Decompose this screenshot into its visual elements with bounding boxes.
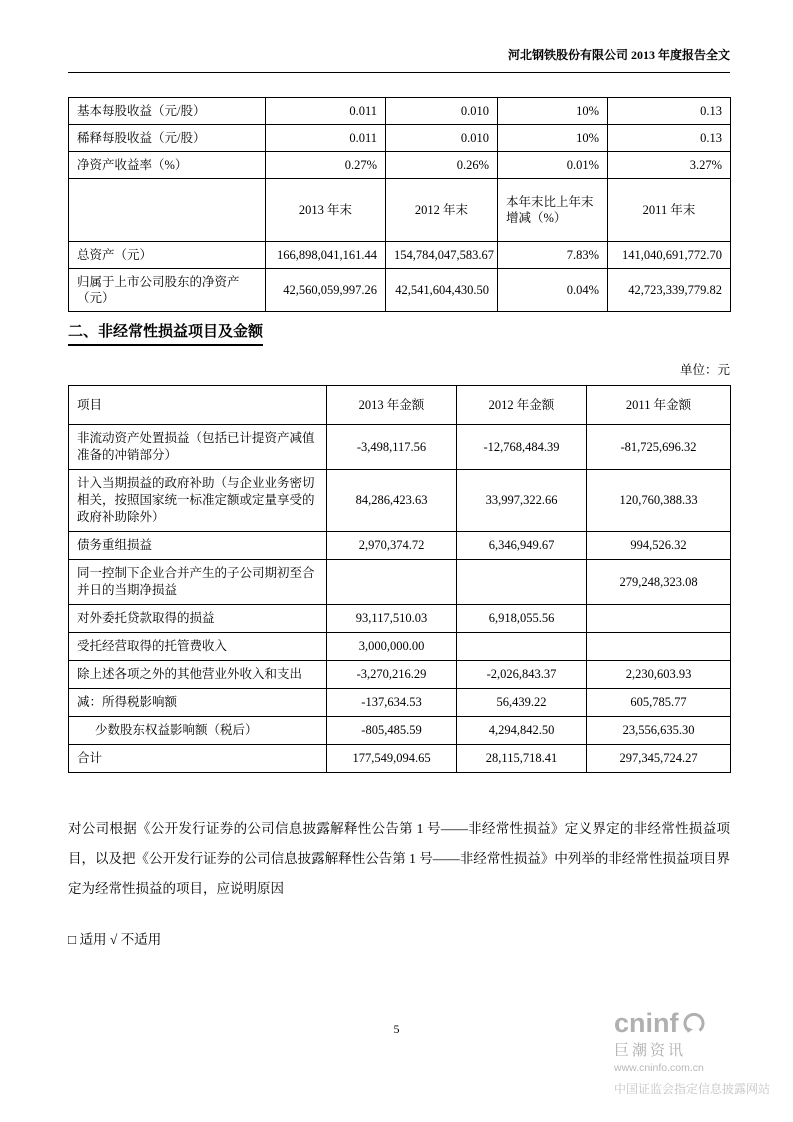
cell: 28,115,718.41 [457,745,587,773]
table-year-header-row [69,179,731,242]
cell: 42,541,604,430.50 [386,269,498,312]
key-indicators-table [68,97,731,312]
column-header: 项目 [69,386,327,425]
cell: 3,000,000.00 [327,633,457,661]
row-label: 稀释每股收益（元/股） [69,125,266,152]
row-label: 净资产收益率（%） [69,152,266,179]
row-label: 基本每股收益（元/股） [69,98,266,125]
cell: 2011 年末 [608,179,731,242]
row-label: 总资产（元） [69,242,266,269]
cninfo-caption: 中国证监会指定信息披露网站 [614,1082,771,1096]
table-row [69,269,731,312]
cell: 6,918,055.56 [457,605,587,633]
cell: 7.83% [498,242,608,269]
cell: 0.13 [608,98,731,125]
row-label: 合计 [69,745,327,773]
applicability-statement: □ 适用 √ 不适用 [68,932,162,947]
cninfo-logo [614,1008,770,1038]
cell: 本年末比上年末增减（%） [498,179,608,242]
cell: 42,723,339,779.82 [608,269,731,312]
cell: 10% [498,125,608,152]
table-row [69,98,731,125]
non-recurring-items-table [68,385,731,773]
cell [457,633,587,661]
cell: 279,248,323.08 [587,560,731,605]
cninfo-brand-name: 巨潮资讯 [614,1042,687,1059]
cell: 42,560,059,997.26 [266,269,386,312]
cell: 10% [498,98,608,125]
cell: -3,498,117.56 [327,425,457,470]
cninfo-logo-text: cninf [614,1008,679,1038]
column-header: 2013 年金额 [327,386,457,425]
cell: -2,026,843.37 [457,661,587,689]
table-row [69,689,731,717]
table-row-total [69,745,731,773]
table-header-row [69,386,731,425]
cell: 2,970,374.72 [327,532,457,560]
cell: 2013 年末 [266,179,386,242]
cell: 154,784,047,583.67 [386,242,498,269]
cell: -12,768,484.39 [457,425,587,470]
page-header-title: 河北钢铁股份有限公司 2013 年度报告全文 [68,46,730,73]
row-label: 债务重组损益 [69,532,327,560]
table-row [69,717,731,745]
cell: 2,230,603.93 [587,661,731,689]
unit-label: 单位：元 [679,363,730,377]
cell [587,605,731,633]
column-header: 2012 年金额 [457,386,587,425]
cninfo-watermark [614,1008,770,1097]
cell: 3.27% [608,152,731,179]
table-row [69,425,731,470]
cell: 0.13 [608,125,731,152]
row-label: 受托经营取得的托管费收入 [69,633,327,661]
cell: 4,294,842.50 [457,717,587,745]
cell: 166,898,041,161.44 [266,242,386,269]
cell: 120,760,388.33 [587,470,731,532]
cell: 0.04% [498,269,608,312]
table-row [69,633,731,661]
row-label: 除上述各项之外的其他营业外收入和支出 [69,661,327,689]
cell: 33,997,322.66 [457,470,587,532]
table-row [69,661,731,689]
cell: 0.26% [386,152,498,179]
table-row [69,242,731,269]
cell: 0.010 [386,125,498,152]
row-label: 非流动资产处置损益（包括已计提资产减值准备的冲销部分） [69,425,327,470]
cell: 994,526.32 [587,532,731,560]
table-row [69,470,731,532]
cell: 93,117,510.03 [327,605,457,633]
cell: 0.010 [386,98,498,125]
row-label: 少数股东权益影响额（税后） [69,717,327,745]
row-label: 计入当期损益的政府补助（与企业业务密切相关，按照国家统一标准定额或定量享受的政府补助除外） [69,470,327,532]
cninfo-globe-icon [682,1011,706,1035]
cell: 84,286,423.63 [327,470,457,532]
cell: 297,345,724.27 [587,745,731,773]
page-number: 5 [393,1022,400,1036]
cell: 2012 年末 [386,179,498,242]
cell: -137,634.53 [327,689,457,717]
cninfo-url: www.cninfo.com.cn [614,1062,704,1074]
table-row [69,532,731,560]
column-header: 2011 年金额 [587,386,731,425]
table-row [69,560,731,605]
cell [327,560,457,605]
row-label: 同一控制下企业合并产生的子公司期初至合并日的当期净损益 [69,560,327,605]
cell: 0.27% [266,152,386,179]
table-row [69,125,731,152]
cell: -81,725,696.32 [587,425,731,470]
cell: 6,346,949.67 [457,532,587,560]
cell: 56,439.22 [457,689,587,717]
cell: 0.011 [266,98,386,125]
row-label: 减：所得税影响额 [69,689,327,717]
row-label: 归属于上市公司股东的净资产（元） [69,269,266,312]
cell: 141,040,691,772.70 [608,242,731,269]
cell [587,633,731,661]
row-label [69,179,266,242]
cell: -805,485.59 [327,717,457,745]
table-row [69,152,731,179]
table-row [69,605,731,633]
cell: 23,556,635.30 [587,717,731,745]
section-title: 二、非经常性损益项目及金额 [68,320,263,346]
cell: 177,549,094.65 [327,745,457,773]
cell: 0.01% [498,152,608,179]
cell [457,560,587,605]
row-label: 对外委托贷款取得的损益 [69,605,327,633]
cell: 0.011 [266,125,386,152]
cell: 605,785.77 [587,689,731,717]
cell: -3,270,216.29 [327,661,457,689]
explanation-paragraph: 对公司根据《公开发行证券的公司信息披露解释性公告第 1 号——非经常性损益》定义界定的非经常性损益项目，以及把《公开发行证券的公司信息披露解释性公告第 1 号——非经常性损益》中列举的非经常性损益项目界定为经常性损益的项目，应说明原因 [68,821,730,896]
